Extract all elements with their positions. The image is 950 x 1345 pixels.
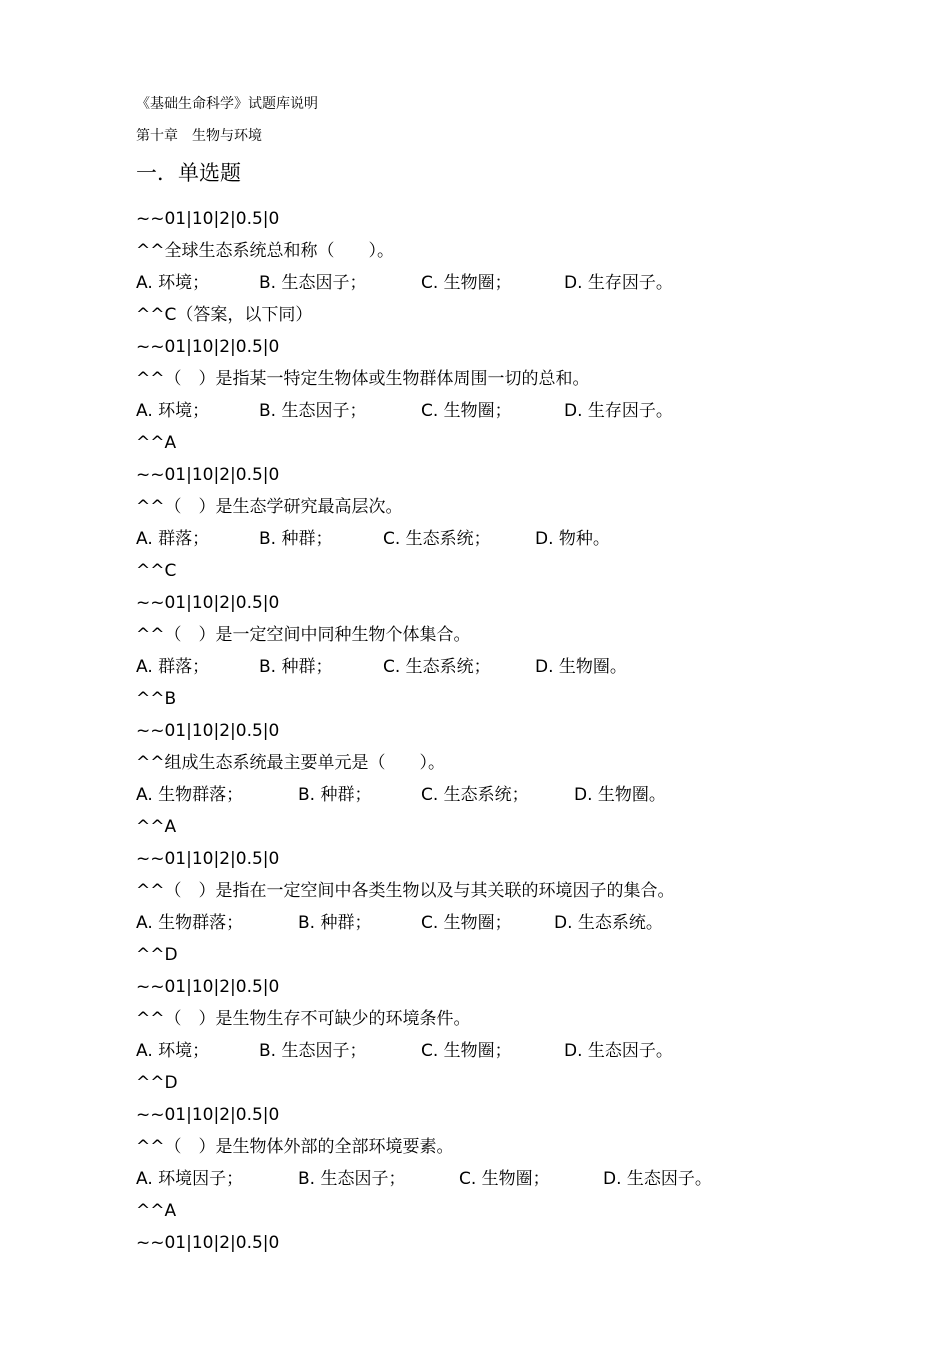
question-answer: ^^C（答案，以下同） — [136, 305, 313, 325]
option-a: A. 环境； — [136, 273, 210, 293]
option-b: B. 生态因子； — [298, 1169, 406, 1189]
option-d: D. 生物圈。 — [535, 657, 627, 677]
question-answer: ^^D — [136, 1073, 178, 1093]
option-d: D. 生态因子。 — [603, 1169, 712, 1189]
question-stem: ^^（ ）是生态学研究最高层次。 — [136, 497, 403, 517]
option-a: A. 环境因子； — [136, 1169, 244, 1189]
option-d: D. 生存因子。 — [564, 401, 673, 421]
question-stem: ^^（ ）是生物体外部的全部环境要素。 — [136, 1137, 454, 1157]
question-stem: ^^组成生态系统最主要单元是（ ）。 — [136, 753, 445, 773]
question-code: ~~01|10|2|0.5|0 — [136, 337, 280, 357]
option-b: B. 种群； — [259, 657, 333, 677]
question-code: ~~01|10|2|0.5|0 — [136, 209, 280, 229]
option-c: C. 生物圈； — [421, 913, 512, 933]
option-c: C. 生态系统； — [383, 657, 491, 677]
question-stem: ^^（ ）是指在一定空间中各类生物以及与其关联的环境因子的集合。 — [136, 881, 675, 901]
option-a: A. 生物群落； — [136, 913, 244, 933]
option-b: B. 生态因子； — [259, 273, 367, 293]
option-a: A. 环境； — [136, 401, 210, 421]
document-title: 《基础生命科学》试题库说明 — [136, 96, 318, 112]
question-code: ~~01|10|2|0.5|0 — [136, 1233, 280, 1253]
question-code: ~~01|10|2|0.5|0 — [136, 465, 280, 485]
option-c: C. 生物圈； — [421, 401, 512, 421]
option-b: B. 生态因子； — [259, 401, 367, 421]
option-d: D. 生存因子。 — [564, 273, 673, 293]
option-a: A. 群落； — [136, 529, 210, 549]
question-code: ~~01|10|2|0.5|0 — [136, 593, 280, 613]
option-c: C. 生态系统； — [421, 785, 529, 805]
option-d: D. 生态因子。 — [564, 1041, 673, 1061]
question-code: ~~01|10|2|0.5|0 — [136, 977, 280, 997]
question-stem: ^^（ ）是一定空间中同种生物个体集合。 — [136, 625, 471, 645]
option-b: B. 生态因子； — [259, 1041, 367, 1061]
question-answer: ^^D — [136, 945, 178, 965]
option-c: C. 生物圈； — [459, 1169, 550, 1189]
question-answer: ^^A — [136, 817, 177, 837]
question-stem: ^^（ ）是生物生存不可缺少的环境条件。 — [136, 1009, 471, 1029]
question-code: ~~01|10|2|0.5|0 — [136, 849, 280, 869]
question-answer: ^^A — [136, 1201, 177, 1221]
option-c: C. 生态系统； — [383, 529, 491, 549]
question-answer: ^^B — [136, 689, 177, 709]
question-stem: ^^全球生态系统总和称（ ）。 — [136, 241, 394, 261]
option-a: A. 生物群落； — [136, 785, 244, 805]
question-answer: ^^A — [136, 433, 177, 453]
section-heading: 一．单选题 — [136, 161, 241, 185]
option-b: B. 种群； — [259, 529, 333, 549]
option-b: B. 种群； — [298, 785, 372, 805]
option-c: C. 生物圈； — [421, 1041, 512, 1061]
option-d: D. 物种。 — [535, 529, 610, 549]
question-code: ~~01|10|2|0.5|0 — [136, 1105, 280, 1125]
question-stem: ^^（ ）是指某一特定生物体或生物群体周围一切的总和。 — [136, 369, 590, 389]
option-d: D. 生态系统。 — [554, 913, 663, 933]
option-a: A. 环境； — [136, 1041, 210, 1061]
option-c: C. 生物圈； — [421, 273, 512, 293]
option-d: D. 生物圈。 — [574, 785, 666, 805]
question-answer: ^^C — [136, 561, 177, 581]
option-a: A. 群落； — [136, 657, 210, 677]
question-code: ~~01|10|2|0.5|0 — [136, 721, 280, 741]
option-b: B. 种群； — [298, 913, 372, 933]
chapter-title: 第十章 生物与环境 — [136, 128, 262, 144]
